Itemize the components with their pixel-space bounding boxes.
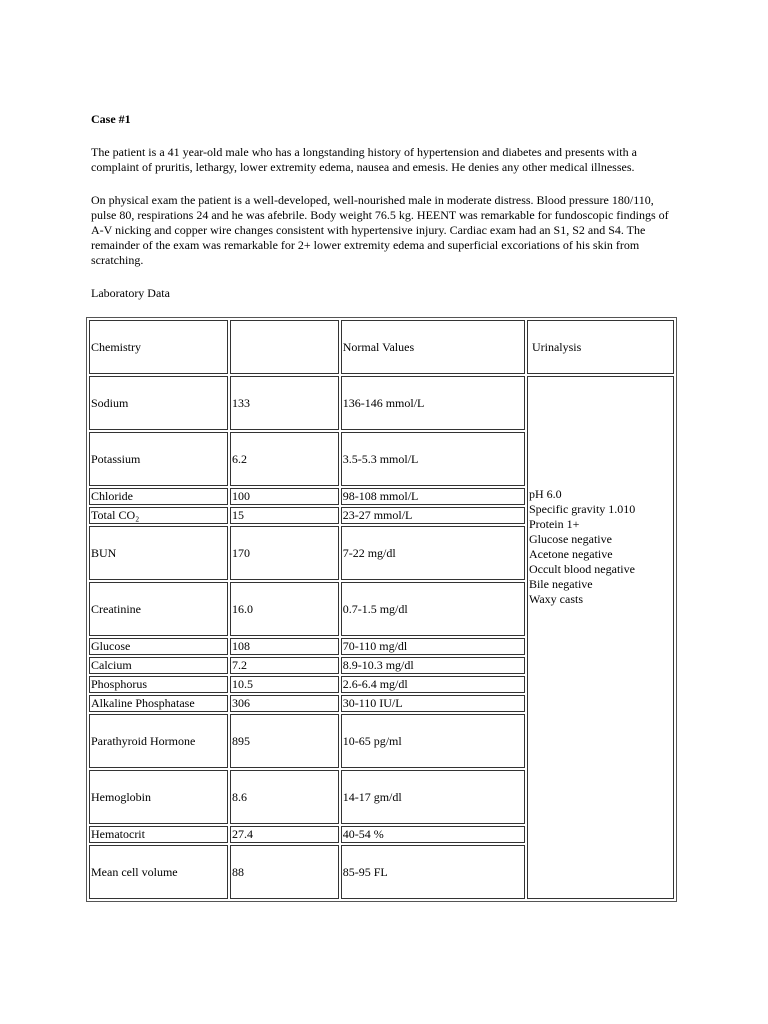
chemistry-value: 7.2 <box>230 657 339 674</box>
chemistry-value: 100 <box>230 488 339 505</box>
chemistry-value: 16.0 <box>230 582 339 636</box>
header-value <box>230 320 339 374</box>
chemistry-name: Creatinine <box>89 582 228 636</box>
history-paragraph: The patient is a 41 year-old male who has a longstanding history of hypertension and diabetes and presents with a complaint of pruritis, lethargy, lower extremity edema, nausea and emesis. He denies any other medical illnesses. <box>91 145 637 174</box>
normal-range: 70-110 mg/dl <box>341 638 525 655</box>
normal-range: 98-108 mmol/L <box>341 488 525 505</box>
table-header-row <box>89 320 674 374</box>
urinalysis-item: Waxy casts <box>528 592 583 606</box>
urinalysis-item: Bile negative <box>528 577 593 591</box>
chemistry-value: 27.4 <box>230 826 339 843</box>
urinalysis-item: Specific gravity 1.010 <box>528 502 636 516</box>
normal-range: 23-27 mmol/L <box>341 507 525 524</box>
normal-range: 2.6-6.4 mg/dl <box>341 676 525 693</box>
lab-data-heading: Laboratory Data <box>91 286 170 300</box>
chemistry-name: Parathyroid Hormone <box>89 714 228 768</box>
chemistry-value: 6.2 <box>230 432 339 486</box>
header-urinalysis: Urinalysis <box>527 320 674 374</box>
chemistry-value: 88 <box>230 845 339 899</box>
normal-range: 136-146 mmol/L <box>341 376 525 430</box>
chemistry-name: BUN <box>89 526 228 580</box>
urinalysis-cell <box>527 376 674 899</box>
urinalysis-item: Acetone negative <box>528 547 613 561</box>
urinalysis-item: Protein 1+ <box>528 517 580 531</box>
header-normal-values: Normal Values <box>341 320 525 374</box>
normal-range: 0.7-1.5 mg/dl <box>341 582 525 636</box>
chemistry-name: Chloride <box>89 488 228 505</box>
chemistry-name: Glucose <box>89 638 228 655</box>
chemistry-value: 306 <box>230 695 339 712</box>
normal-range: 10-65 pg/ml <box>341 714 525 768</box>
header-chemistry: Chemistry <box>89 320 228 374</box>
case-title: Case #1 <box>91 112 131 126</box>
chemistry-value: 895 <box>230 714 339 768</box>
normal-range: 85-95 FL <box>341 845 525 899</box>
chemistry-name: Alkaline Phosphatase <box>89 695 228 712</box>
urinalysis-item: Occult blood negative <box>528 562 635 576</box>
normal-range: 40-54 % <box>341 826 525 843</box>
lab-table <box>86 317 677 902</box>
physical-exam-paragraph: On physical exam the patient is a well-developed, well-nourished male in moderate distress. Blood pressure 180/110, pulse 80, respirations 24 and he was afebrile. Body weight 76.5 kg. HEENT was remarkable for fundoscopic findings of A-V nicking and copper wire changes consistent with hypertensive injury. Cardiac exam had an S1, S2 and S4. The remainder of the exam was remarkable for 2+ lower extremity edema and superficial excoriations of his skin from scratching. <box>91 193 669 267</box>
chemistry-name: Phosphorus <box>89 676 228 693</box>
chemistry-name: Mean cell volume <box>89 845 228 899</box>
normal-range: 30-110 IU/L <box>341 695 525 712</box>
chemistry-value: 133 <box>230 376 339 430</box>
chemistry-value: 108 <box>230 638 339 655</box>
chemistry-name: Potassium <box>89 432 228 486</box>
chemistry-name: Sodium <box>89 376 228 430</box>
table-row <box>89 376 674 430</box>
urinalysis-item: Glucose negative <box>528 532 612 546</box>
normal-range: 7-22 mg/dl <box>341 526 525 580</box>
chemistry-name: Total CO₂ <box>89 507 228 524</box>
normal-range: 3.5-5.3 mmol/L <box>341 432 525 486</box>
urinalysis-item: pH 6.0 <box>528 487 562 501</box>
chemistry-value: 8.6 <box>230 770 339 824</box>
chemistry-name: Hematocrit <box>89 826 228 843</box>
chemistry-value: 15 <box>230 507 339 524</box>
chemistry-value: 10.5 <box>230 676 339 693</box>
chemistry-value: 170 <box>230 526 339 580</box>
normal-range: 8.9-10.3 mg/dl <box>341 657 525 674</box>
chemistry-name: Hemoglobin <box>89 770 228 824</box>
chemistry-name: Calcium <box>89 657 228 674</box>
normal-range: 14-17 gm/dl <box>341 770 525 824</box>
